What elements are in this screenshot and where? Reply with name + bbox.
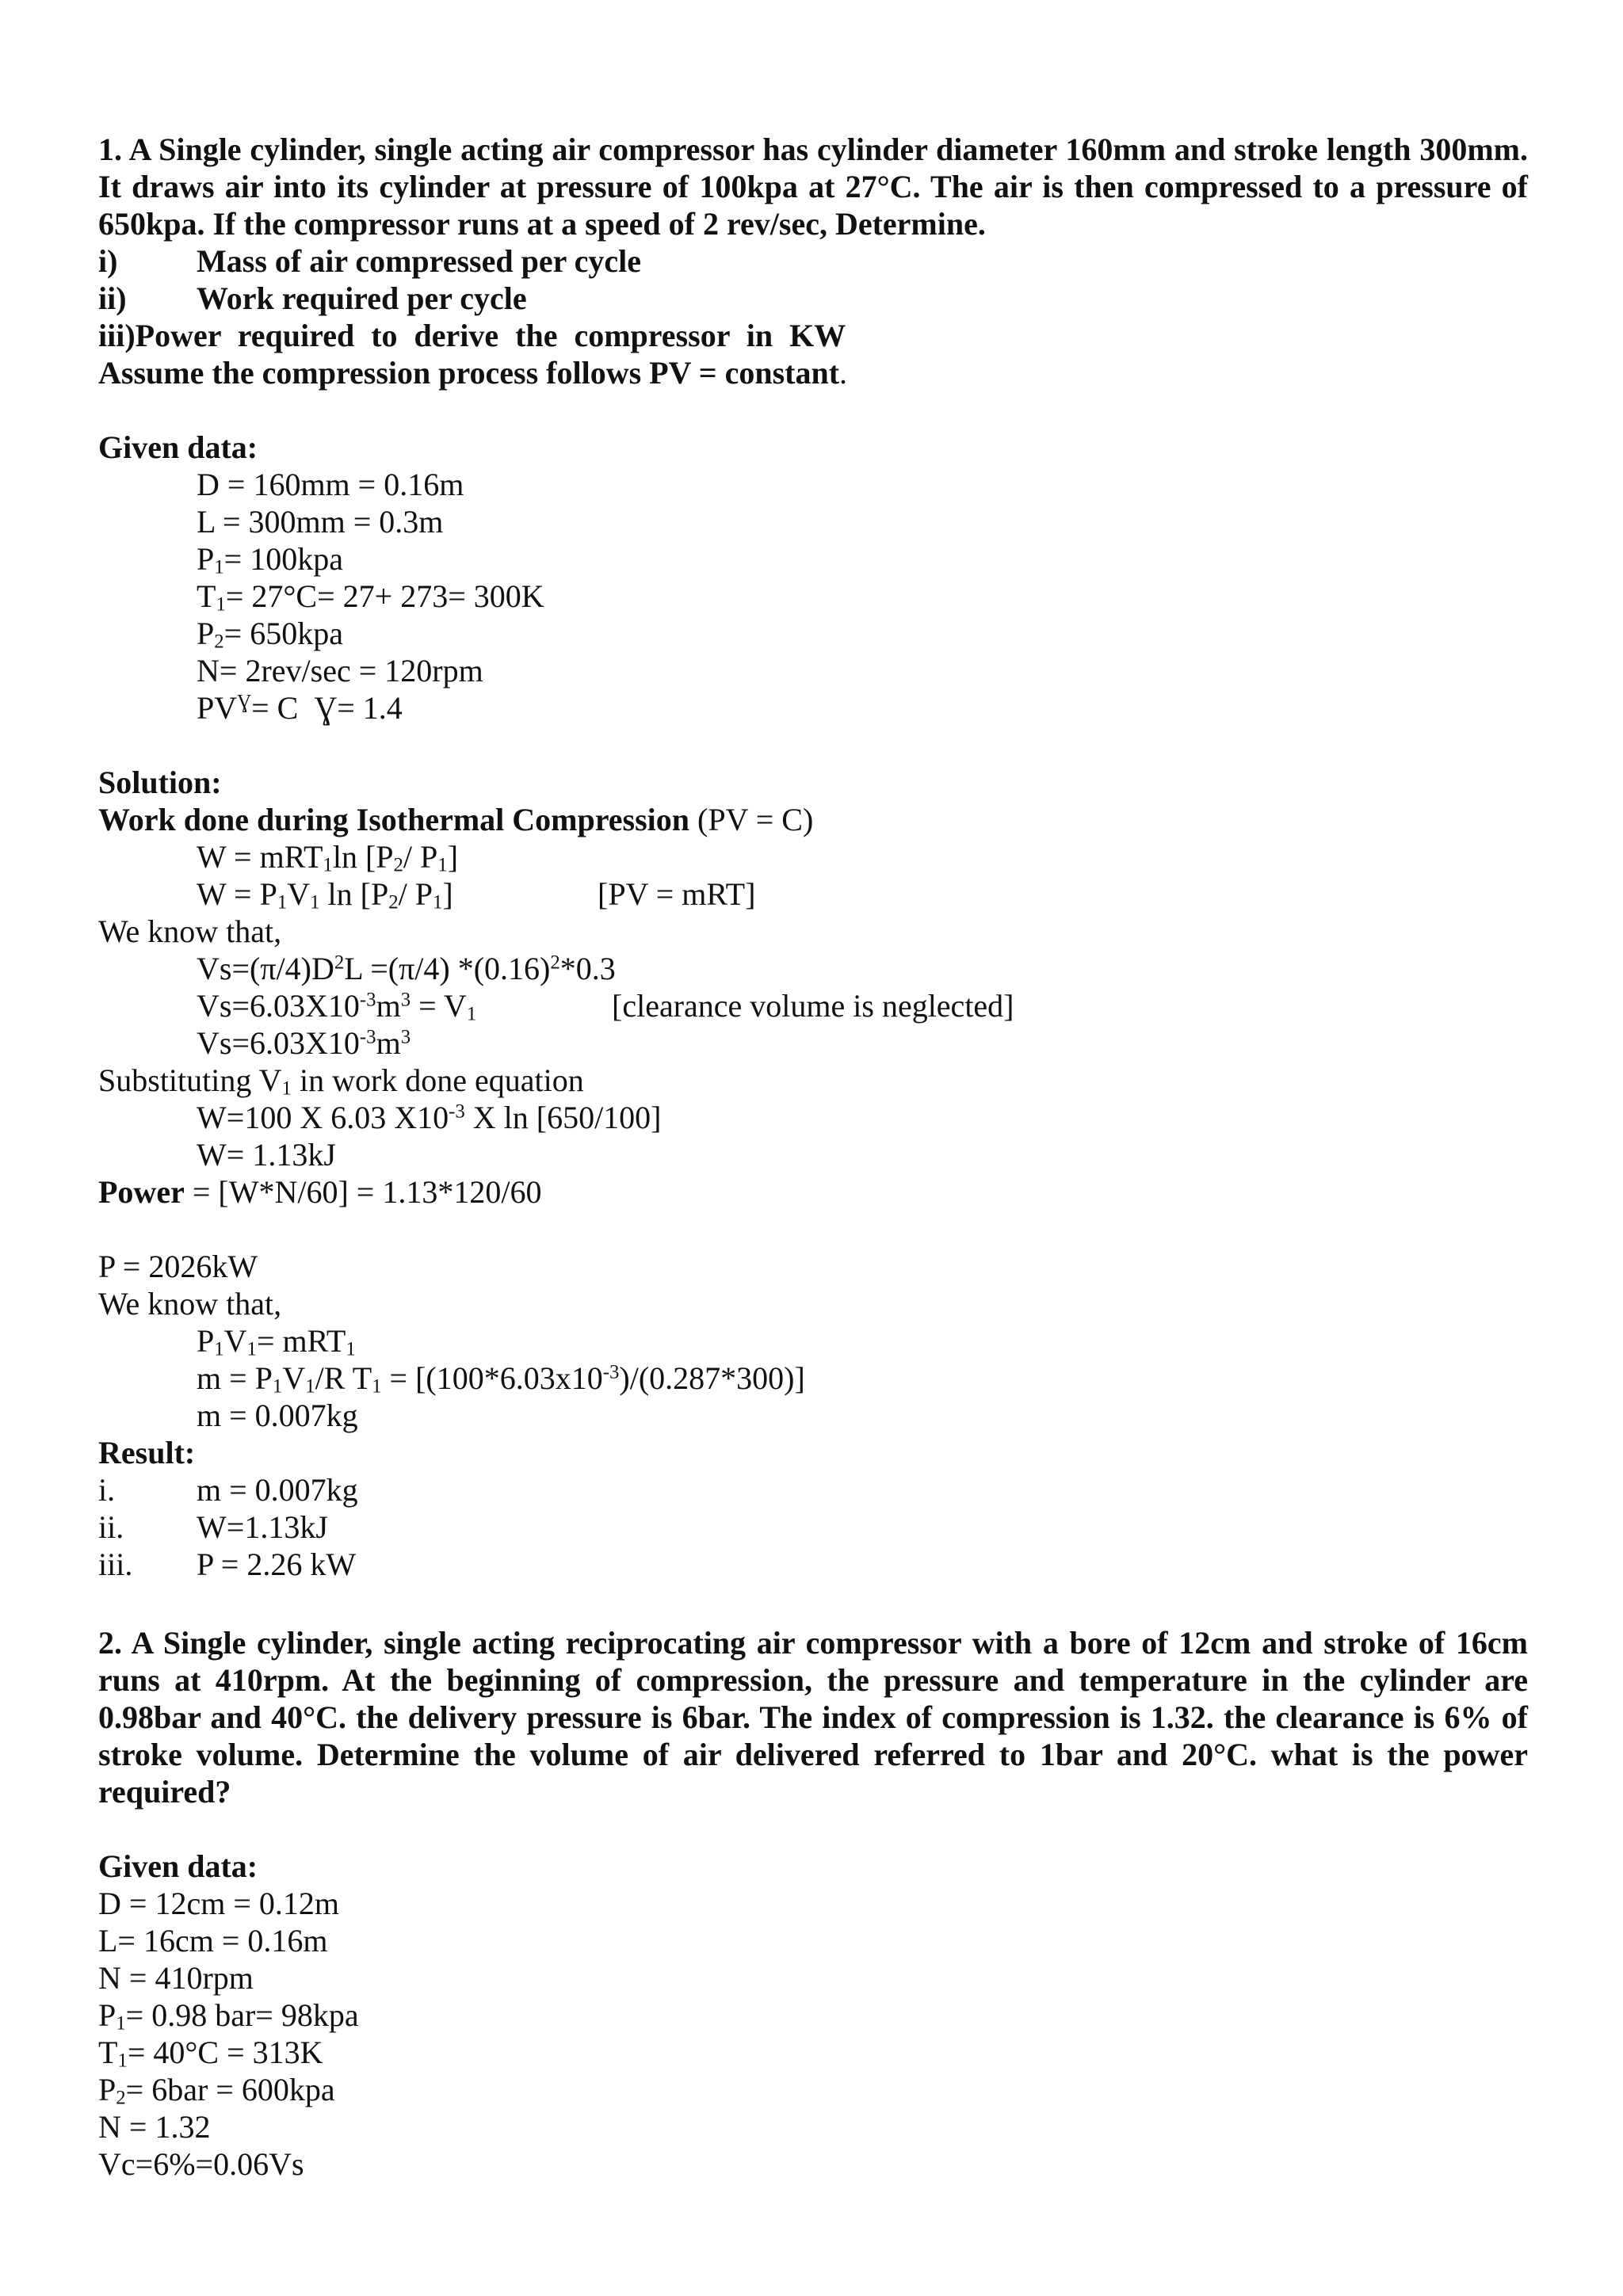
result-heading: Result: (98, 1435, 196, 1470)
swept-volume-eq-3: $Vs=6.03X10^{-3}m^3$ (197, 1025, 411, 1061)
item-text: Mass of air compressed per cycle (197, 243, 641, 279)
q2-t1: $T_1= 40^\circ C = 313K$ (98, 2035, 323, 2072)
swept-volume-eq-1: $Vs=(\pi/4)D^2L =(\pi/4)$ $*(0.16)^2*0.3$ (197, 951, 616, 986)
item-number: ii) (98, 280, 127, 316)
given-t1: $T_1= 27^\circ C= 27+ 273= 300K$ (197, 578, 544, 616)
work-result: W= 1.13kJ (197, 1137, 336, 1173)
isothermal-heading: Work done during Isothermal Compression (PV = C) (98, 802, 814, 837)
question-1-item-2 (98, 280, 1528, 317)
work-equation-1: W = mRT$_1$ln [$P_2/$ $P_1$] (197, 839, 459, 876)
q2-diameter: D = 12cm = 0.12m (98, 1886, 339, 1921)
given-data-heading: Given data: (98, 429, 258, 465)
q2-p2: $P_2= 6bar = 600kpa$ (98, 2072, 335, 2109)
given-speed: N= 2rev/sec = 120rpm (197, 653, 483, 688)
document-page (98, 131, 1528, 2183)
result-item-1: i. m = 0.007kg (98, 1472, 358, 1508)
given-gamma: $PV^Ɣ= C$ Ɣ= 1.4 (197, 690, 403, 726)
q2-index: N = 1.32 (98, 2109, 211, 2145)
question-1-item-3: iii)Power required to derive the compressor in KW (98, 318, 846, 353)
given-p1: $P_1= 100kpa$ (197, 541, 343, 578)
given-data-heading-2: Given data: (98, 1848, 258, 1884)
q2-stroke: L= 16cm = 0.16m (98, 1923, 328, 1958)
question-1-assumption: Assume the compression process follows PV = constant. (98, 355, 848, 391)
we-know-that: We know that, (98, 913, 282, 949)
given-p2: $P_2= 650kpa$ (197, 616, 343, 653)
item-text: Work required per cycle (197, 280, 527, 316)
mass-value: m = 0.007kg (197, 1398, 358, 1433)
q2-speed: N = 410rpm (98, 1960, 254, 1996)
gas-equation: $P_1V_1= mRT_1$ (197, 1323, 356, 1360)
we-know-that-2: We know that, (98, 1286, 282, 1322)
mass-equation: $m = P_1V_1/R$ $T_1 = [(100*6.03x10^{-3})/(0.287*300)]$ (197, 1360, 805, 1398)
pv-mrt-note: [PV = mRT] (598, 876, 756, 912)
work-equation-2: $W = P_1V_1$ $\ln [P_2/$ $P_1$] [PV = mRT] (197, 876, 756, 913)
question-2-statement: 2. A Single cylinder, single acting reciprocating air compressor with a bore of 12cm and stroke of 16cm runs at 410rpm. At the beginning of compression, the pressure and temperature in the cylinder are 0.98bar and 40°C. the delivery pressure is 6bar. The index of compression is 1.32. the clearance is 6% of stroke volume. Determine the volume of air delivered referred to 1bar and 20°C. what is the power required? (98, 1625, 1528, 1810)
question-1-item-1 (98, 242, 1528, 280)
power-equation: Power = [W*N/60] = 1.13*120/60 (98, 1174, 542, 1210)
work-equation-3: W=100 X 6.03 $X10^{-3}$ X ln [650/100] (197, 1100, 662, 1135)
question-1-statement: 1. A Single cylinder, single acting air compressor has cylinder diameter 160mm and stroke length 300mm. It draws air into its cylinder at pressure of 100kpa at 27°C. The air is then compressed to a pressure of 650kpa. If the compressor runs at a speed of 2 rev/sec, Determine. (98, 132, 1528, 242)
clearance-note: [clearance volume is neglected] (612, 988, 1014, 1024)
item-number: i) (98, 243, 118, 279)
solution-heading: Solution: (98, 765, 222, 800)
power-result: P = 2026kW (98, 1249, 258, 1284)
swept-volume-eq-2: $Vs=6.03X10^{-3}m^3 = V_1$ [clearance volume is neglected] (197, 988, 1014, 1025)
given-stroke: L = 300mm = 0.3m (197, 504, 444, 540)
q2-clearance: Vc=6%=0.06Vs (98, 2146, 304, 2182)
given-diameter: D = 160mm = 0.16m (197, 467, 464, 502)
q2-p1: $P_1= 0.98$ bar= 98kpa (98, 1997, 359, 2035)
substituting-line: Substituting $V_1$ in work done equation (98, 1062, 584, 1100)
result-item-3: iii. P = 2.26 kW (98, 1547, 357, 1582)
result-item-2: ii. W=1.13kJ (98, 1509, 328, 1545)
